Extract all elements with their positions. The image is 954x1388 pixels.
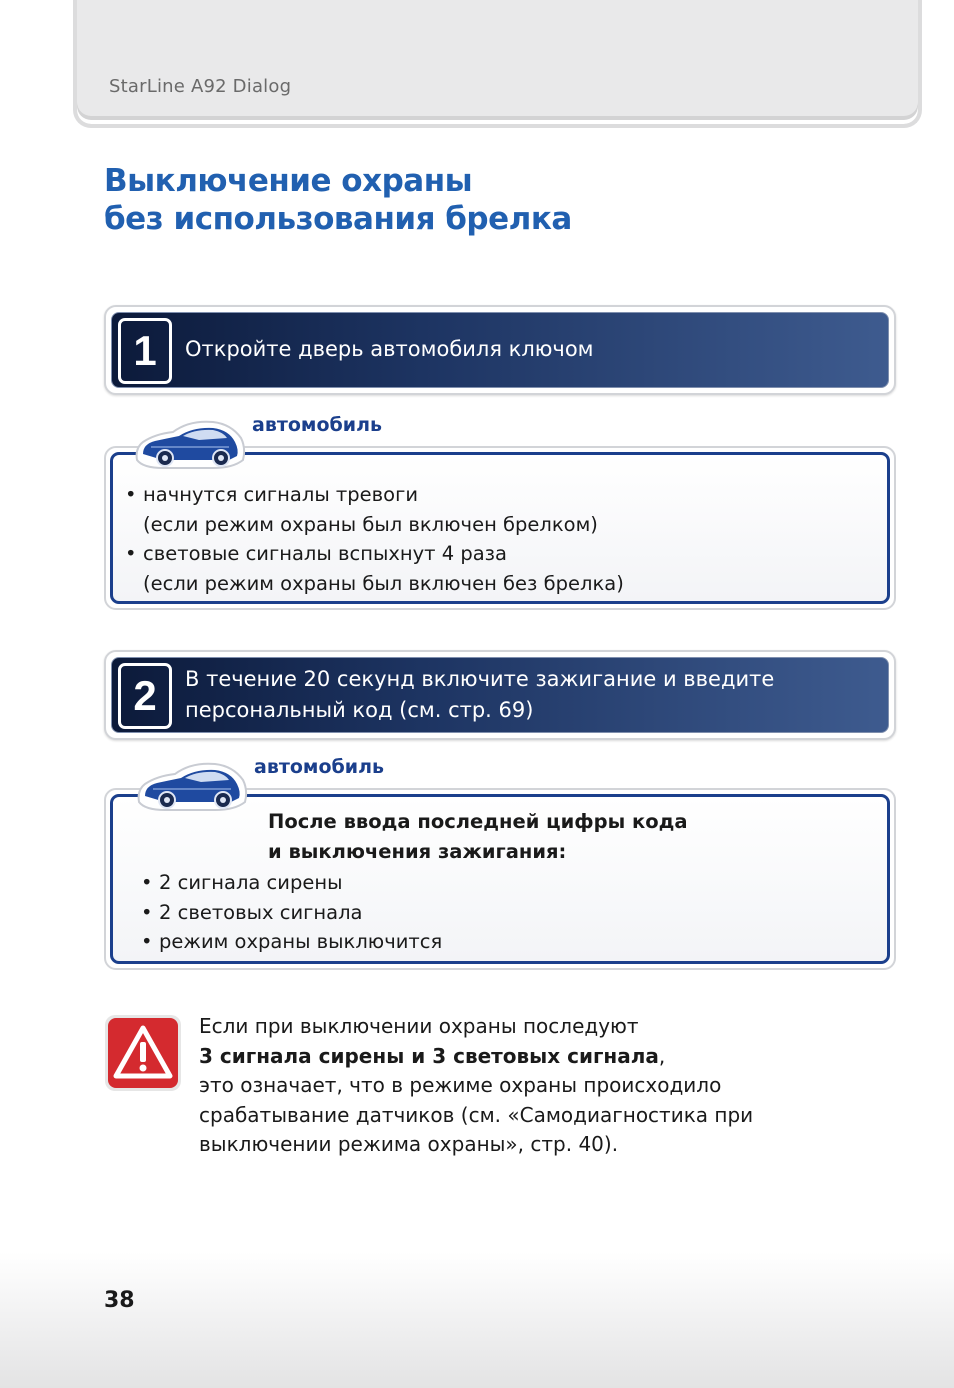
step-2-heading-line1: После ввода последней цифры кода [268,810,688,833]
step-1-number: 1 [118,318,172,384]
step-1-bullet-list [125,480,624,598]
footer-band [0,1252,954,1388]
warning-line4: срабатывание датчиков (см. «Самодиагностика при [199,1102,754,1127]
warning-line2 [199,1042,839,1072]
step-2-number: 2 [118,663,172,729]
step-1-bar-inner [111,312,889,388]
step-2-result-box [104,788,896,970]
list-item: • 2 световых сигнала [141,898,442,928]
warning-text [199,1012,839,1160]
step-1-result-box-inner [110,452,890,604]
car-icon [135,756,249,812]
warning-bold: 3 сигнала сирены и 3 световых сигнала [199,1043,659,1068]
page-title [104,162,572,238]
car-icon [133,414,247,470]
step-2-heading-line2: и выключения зажигания: [268,839,567,863]
step-1-text: Откройте дверь автомобиля ключом [185,337,594,361]
list-item: • режим охраны выключится [141,927,442,957]
step-1-bar [104,305,896,395]
list-item: • начнутся сигналы тревоги [125,480,624,510]
step-2-result-box-inner [110,794,890,964]
header-tab [73,0,922,128]
warning-icon [104,1014,182,1092]
step-2-box-heading [268,807,688,866]
step-2-text-line2: персональный код (см. стр. 69) [185,698,534,722]
warning-line5: выключении режима охраны», стр. 40). [199,1132,619,1156]
step-2-box-label: автомобиль [254,756,385,778]
step-2-bar [104,650,896,740]
page-title-line1: Выключение охраны [104,163,473,199]
step-1-box-label: автомобиль [252,414,383,436]
step-2-bullet-list [141,868,442,957]
warning-bold-suffix: , [658,1043,666,1068]
warning-line3: это означает, что в режиме охраны происходило [199,1073,722,1097]
header-title: StarLine A92 Dialog [109,76,292,97]
list-item: • световые сигналы вспыхнут 4 раза [125,539,624,569]
page-title-line2: без использования брелка [104,201,572,237]
page-number: 38 [104,1288,135,1313]
step-2-text-line1: В течение 20 секунд включите зажигание и введите [185,667,775,691]
step-1-result-box [104,446,896,610]
warning-line1: Если при выключении охраны последуют [199,1014,639,1038]
list-item-continuation: (если режим охраны был включен брелком) [143,512,598,536]
list-item: • 2 сигнала сирены [141,868,442,898]
step-2-text [185,664,774,726]
list-item-continuation: (если режим охраны был включен без брелка) [143,571,624,595]
step-2-bar-inner [111,657,889,733]
